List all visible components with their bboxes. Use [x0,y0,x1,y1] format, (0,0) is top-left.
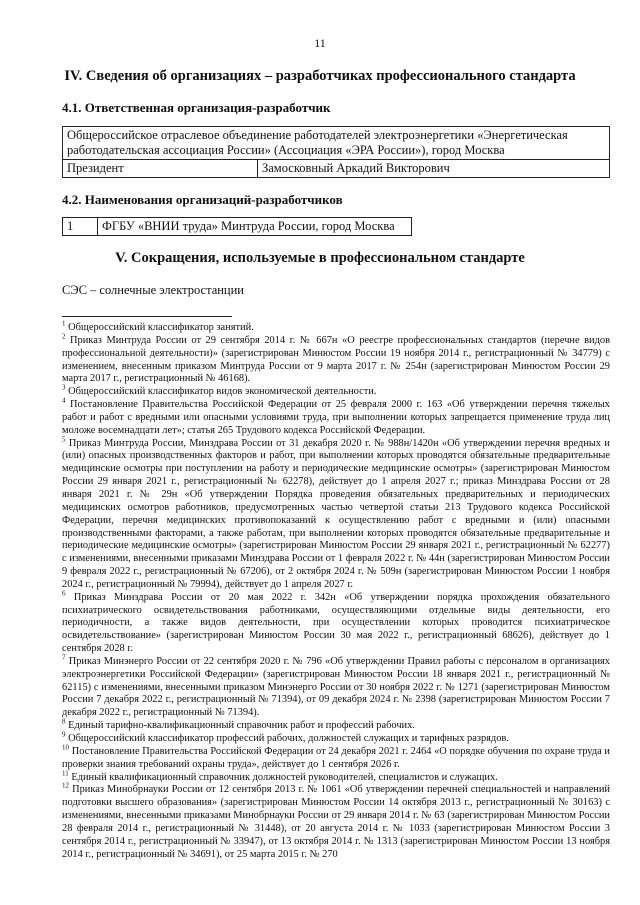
abbreviation-entry: СЭС – солнечные электростанции [62,283,245,297]
footnote-text: Приказ Минэнерго России от 22 сентября 2020 г. № 796 «Об утверждении Правил работы с персоналом в организациях электроэнергетики Российской Федерации» (зарегистрирован Минюстом России 18 января 2021 г., регистрационный № 62115) с изменениями, внесенными приказом Минэнерго России от 30 ноября 2022 г. № 1271 (зарегистрирован Минюстом России 7 декабря 2022 г., регистрационный № 71394), от 09 декабря 2024 г. № 2398 (зарегистрирован Минюстом России 7 декабря 2022 г., регистрационный № 71394). [62,655,610,719]
section-5-title: V. Сокращения, используемые в профессиональном стандарте [115,250,525,266]
footnote [62,717,610,733]
footnote-text: Единый тарифно-квалификационный справочник работ и профессий рабочих. [68,720,415,732]
footnote-text: Приказ Минтруда России, Минздрава России от 31 декабря 2020 г. № 988н/1420н «Об утверждении перечня вредных и (или) опасных производственных факторов и работ, при выполнении которых проводятся обязательные предварительные медицинские осмотры при поступлении на работу и периодические медицинские осмотры» (зарегистрирован Минюстом России 29 января 2021 г., регистрационный № 62278), действует до 1 апреля 2027 г.; приказ Минздрава России от 28 января 2021 г. № 29н «Об утверждении Порядка проведения обязательных предварительных и периодических медицинских осмотров работников, предусмотренных частью четвертой статьи 213 Трудового кодекса Российской Федерации, перечня медицинских противопоказаний к осуществлению работ с вредными и (или) опасными производственными факторами, а также работам, при выполнении которых проводятся обязательные предварительные и периодические медицинские осмотры» (зарегистрирован Минюстом России 29 января 2021 г., регистрационный № 62277) с изменениями, внесенными приказами Минздрава России от 1 февраля 2022 г. № 44н (зарегистрирован Минюстом России 9 февраля 2022 г., регистрационный № 67206), от 2 октября 2024 г. № 509н (зарегистрирован Минюстом России 1 ноября 2024 г., регистрационный № 79994), действует до 1 апреля 2027 г. [62,437,610,590]
developers-table [62,217,412,236]
developer-name: ФГБУ «ВНИИ труда» Минтруда России, город Москва [98,218,412,236]
developer-row [63,218,412,236]
responsible-position: Президент [63,160,258,178]
footnote-text: Общероссийский классификатор занятий. [68,322,254,333]
footnote [62,332,610,386]
responsible-person: Замосковный Аркадий Викторович [258,160,610,178]
footnote-marker: 6 [62,589,66,598]
footnote-marker: 7 [62,653,66,662]
footnote [62,396,610,438]
page-number: 11 [314,36,326,50]
footnote [62,435,610,592]
footnote-marker: 3 [62,383,66,392]
footnote-marker: 4 [62,396,66,405]
footnote-marker: 12 [62,781,69,790]
footnote-marker: 2 [62,332,66,341]
footnote [62,769,610,785]
subsection-4-1-title: 4.1. Ответственная организация-разработчик [62,100,331,115]
footnote-text: Общероссийский классификатор профессий рабочих, должностей служащих и тарифных разрядов. [68,733,509,744]
footnote [62,653,610,720]
footnote-text: Приказ Минздрава России от 20 мая 2022 г. 342н «Об утверждении порядка прохождения обязательного психиатрического освидетельствования работниками, осуществляющими отдельные виды деятельности, его периодичности, а также видов деятельности, при осуществлении которых проводится психиатрическое освидетельствование» (зарегистрирован Минюстом России 30 мая 2022 г., регистрационный 68626), действует до 1 сентября 2028 г. [62,591,610,655]
footnote-text: Единый квалификационный справочник должностей руководителей, специалистов и служащих. [71,771,498,783]
footnotes [62,319,610,861]
footnote-text: Общероссийский классификатор видов экономической деятельности. [68,386,377,398]
footnote-marker: 1 [62,319,66,328]
section-4-title: IV. Сведения об организациях – разработчиках профессионального стандарта [64,68,576,84]
footnote [62,319,610,335]
footnote-separator [62,316,232,317]
footnote-marker: 9 [62,730,66,739]
responsible-org-name: Общероссийское отраслевое объединение работодателей электроэнергетики «Энергетическая работодательская ассоциация России» (Ассоциация «ЭРА России»), город Москва [63,127,610,160]
footnote-marker: 8 [62,717,66,726]
footnote-marker: 11 [62,769,69,778]
footnote [62,589,610,656]
footnote [62,383,610,399]
footnote-marker: 10 [62,743,69,752]
footnote-text: Приказ Минтруда России от 29 сентября 2014 г. № 667н «О реестре профессиональных стандартов (перечне видов профессиональной деятельности)» (зарегистрирован Минюстом России 19 ноября 2014 г., регистрационный № 34779) с изменением, внесенным приказом Минтруда России от 9 марта 2017 г. № 254н (зарегистрирован Минюстом России 29 марта 2017 г., регистрационный № 46168). [62,334,610,385]
footnote-text: Приказ Минобрнауки России от 12 сентября 2013 г. № 1061 «Об утверждении перечней специальностей и направлений подготовки высшего образования» (зарегистрирован Минюстом России 14 октября 2013 г., регистрационный № 30163) с изменениями, внесенными приказами Минобрнауки России от 29 января 2014 г. № 63 (зарегистрирован Минюстом России 28 февраля 2014 г., регистрационный № 31448), от 20 августа 2014 г. № 1033 (зарегистрирован Минюстом России 3 сентября 2014 г., регистрационный № 33947), от 13 октября 2014 г. № 1313 (зарегистрирован Минюстом России 13 ноября 2014 г., регистрационный № 34691), от 25 марта 2015 г. № 270 [62,784,610,860]
developer-number: 1 [63,218,98,236]
subsection-4-2-title: 4.2. Наименования организаций-разработчиков [62,192,343,207]
responsible-org-table [62,126,610,178]
footnote-marker: 5 [62,435,66,444]
footnote [62,781,610,861]
footnote-text: Постановление Правительства Российской Федерации от 25 февраля 2000 г. 163 «Об утверждении перечня тяжелых работ и работ с вредными или опасными условиями труда, при выполнении которых запрещается применение труда лиц моложе восемнадцати лет»; статья 265 Трудового кодекса Российской Федерации. [62,399,610,436]
footnote [62,730,610,746]
footnote-text: Постановление Правительства Российской Федерации от 24 декабря 2021 г. 2464 «О порядке обучения по охране труда и проверки знания требований охраны труда», действует до 1 сентября 2026 г. [62,745,610,770]
footnote [62,743,610,772]
